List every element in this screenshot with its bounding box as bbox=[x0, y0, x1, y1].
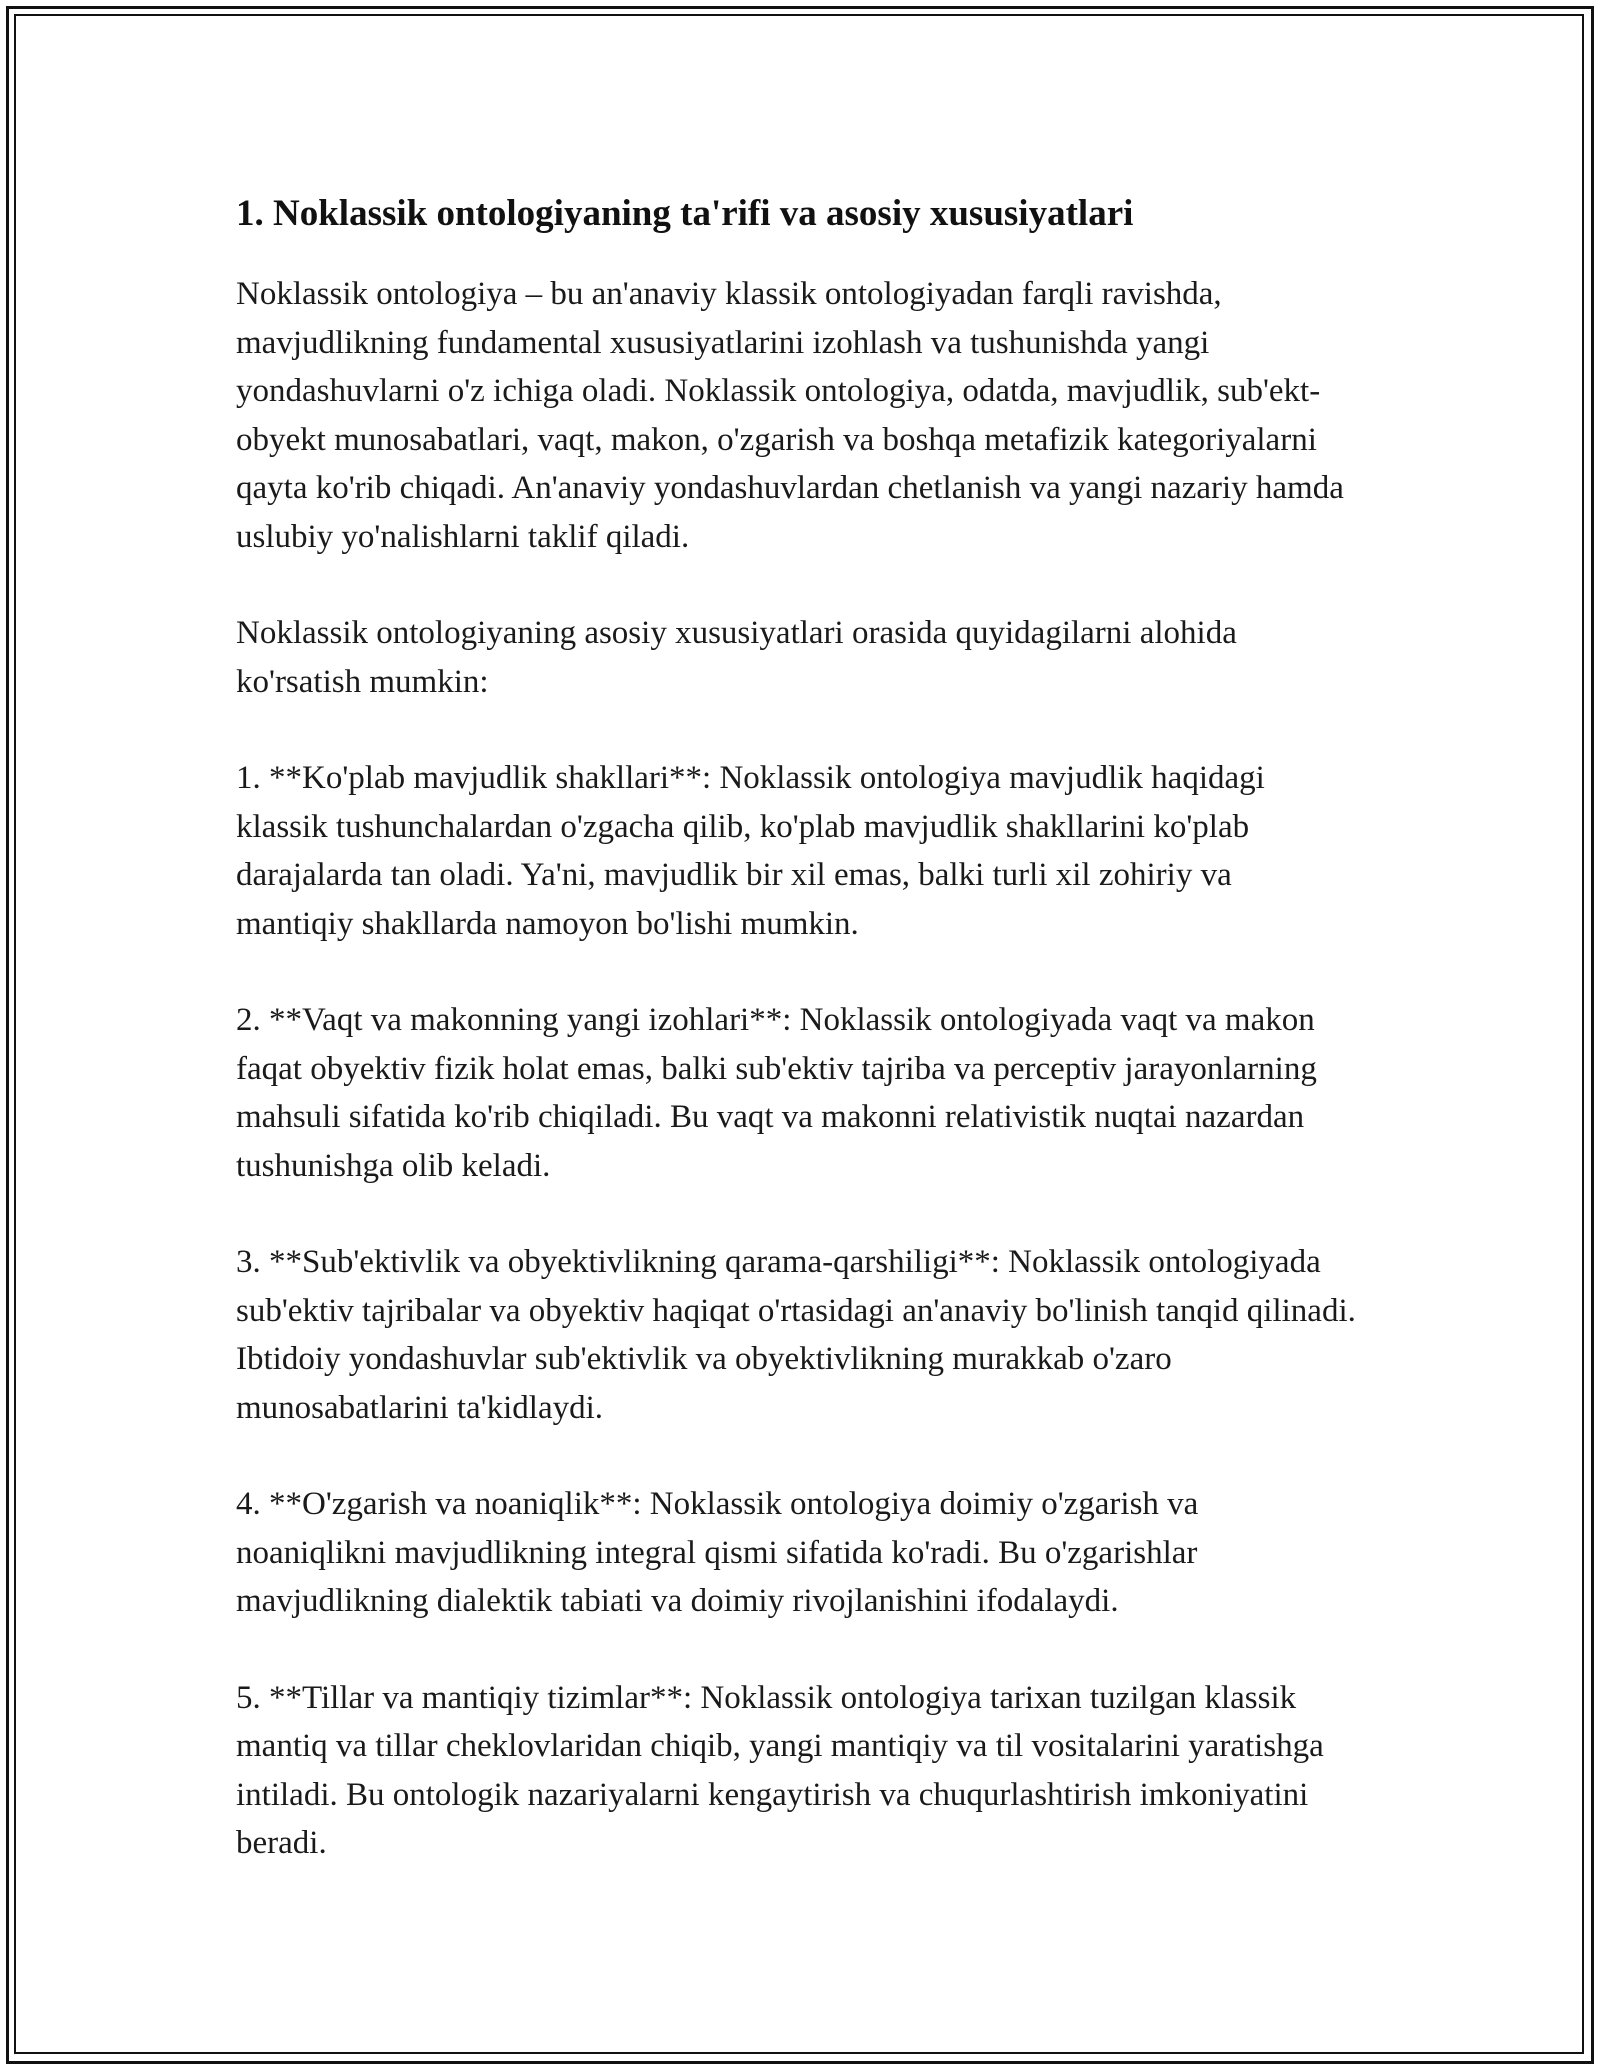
paragraph-item-4: 4. **O'zgarish va noaniqlik**: Noklassik ontologiya doimiy o'zgarish va noaniqlikni mavjudlikning integral qismi sifatida ko'radi. Bu o'zgarishlar mavjudlikning dialektik tabiati va doimiy rivojlanishini ifodalaydi. bbox=[236, 1486, 1199, 1619]
section-heading: 1. Noklassik ontologiyaning ta'rifi va asosiy xususiyatlari bbox=[236, 193, 1134, 234]
paragraph-item-2: 2. **Vaqt va makonning yangi izohlari**: Noklassik ontologiyada vaqt va makon faqat obyektiv fizik holat emas, balki sub'ektiv tajriba va perceptiv jarayonlarning mahsuli sifatida ko'rib chiqiladi. Bu vaqt va makonni relativistik nuqtai nazardan tushunishga olib keladi. bbox=[236, 1002, 1317, 1184]
paragraph-item-5: 5. **Tillar va mantiqiy tizimlar**: Noklassik ontologiya tarixan tuzilgan klassik mantiq va tillar cheklovlaridan chiqib, yangi mantiqiy va til vositalarini yaratishga intiladi. Bu ontologik nazariyalarni kengaytirish va chuqurlashtirish imkoniyatini beradi. bbox=[236, 1679, 1324, 1861]
paragraph-item-1: 1. **Ko'plab mavjudlik shakllari**: Noklassik ontologiya mavjudlik haqidagi klassik tushunchalardan o'zgacha qilib, ko'plab mavjudlik shakllarini ko'plab darajalarda tan oladi. Ya'ni, mavjudlik bir xil emas, balki turli xil zohiriy va mantiqiy shakllarda namoyon bo'lishi mumkin. bbox=[236, 760, 1265, 942]
paragraph-definition: Noklassik ontologiya – bu an'anaviy klassik ontologiyadan farqli ravishda, mavjudlikning fundamental xususiyatlarini izohlash va tushunishda yangi yondashuvlarni o'z ichiga oladi. Noklassik ontologiya, odatda, mavjudlik, sub'ekt-obyekt munosabatlari, vaqt, makon, o'zgarish va boshqa metafizik kategoriyalarni qayta ko'rib chiqadi. An'anaviy yondashuvlardan chetlanish va yangi nazariy hamda uslubiy yo'nalishlarni taklif qiladi. bbox=[236, 276, 1344, 555]
document-body bbox=[236, 186, 1356, 1868]
paragraph-features-intro: Noklassik ontologiyaning asosiy xususiyatlari orasida quyidagilarni alohida ko'rsatish mumkin: bbox=[236, 615, 1237, 700]
paragraph-item-3: 3. **Sub'ektivlik va obyektivlikning qarama-qarshiligi**: Noklassik ontologiyada sub'ektiv tajribalar va obyektiv haqiqat o'rtasidagi an'anaviy bo'linish tanqid qilinadi. Ibtidoiy yondashuvlar sub'ektivlik va obyektivlikning murakkab o'zaro munosabatlarini ta'kidlaydi. bbox=[236, 1244, 1356, 1426]
